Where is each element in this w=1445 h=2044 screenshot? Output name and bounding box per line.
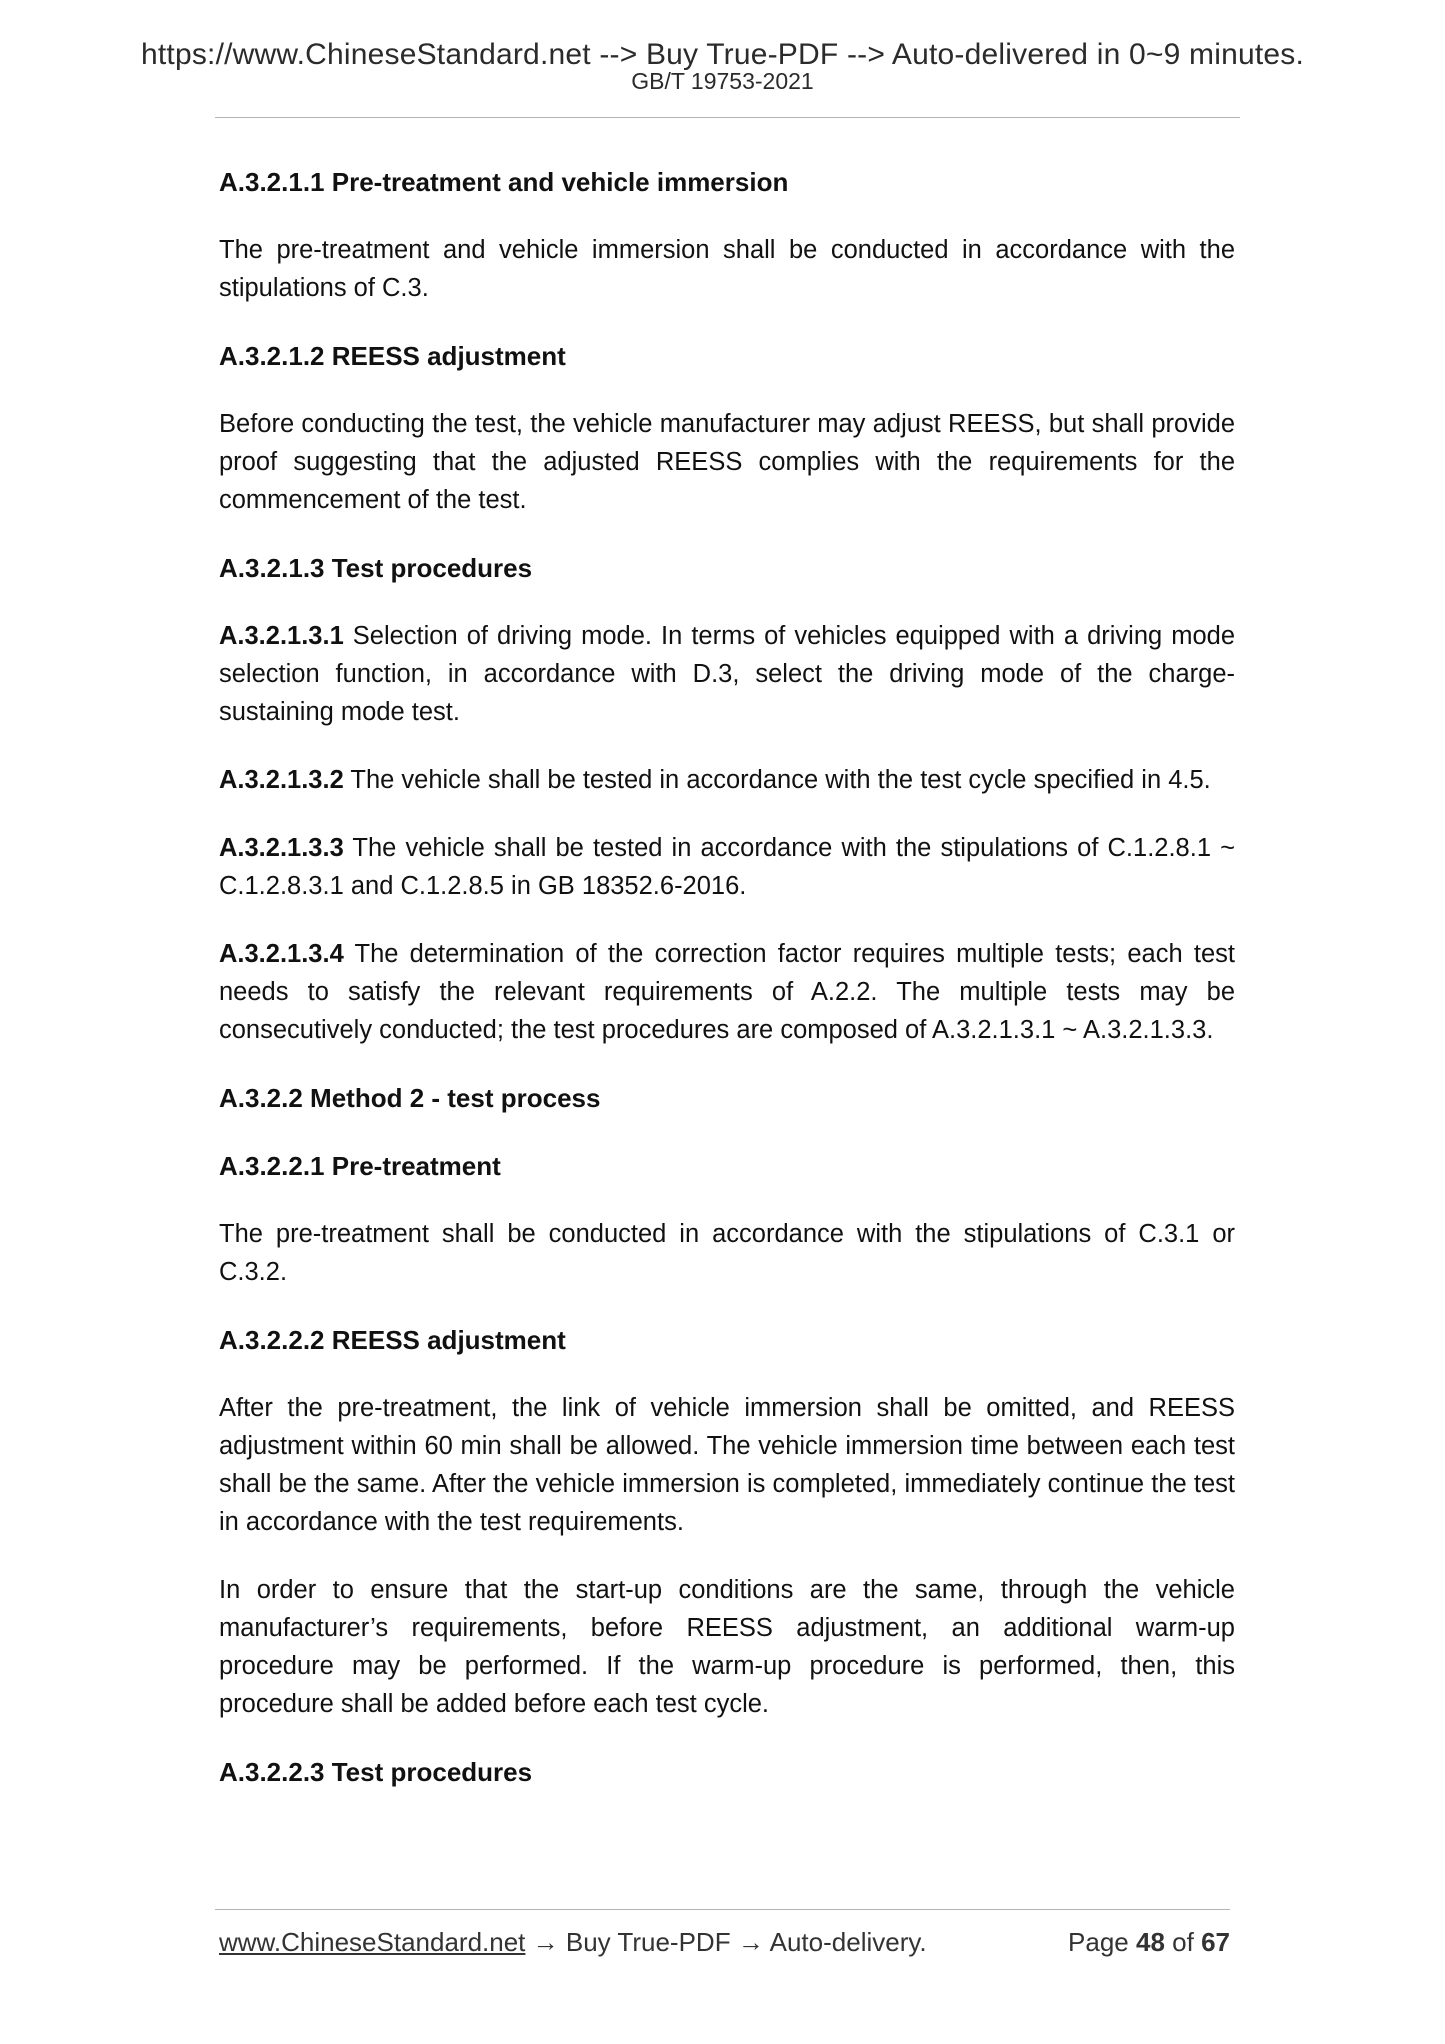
clause-text: Selection of driving mode. In terms of vehicles equipped with a driving mode selection function, in accordance with D.3, select the driving mode of the charge-sustaining mode test. <box>219 622 1235 726</box>
clause-heading-a3222: A.3.2.2 Method 2 - test process <box>219 1083 601 1113</box>
clause-text: The determination of the correction factor requires multiple tests; each test needs to satisfy the relevant requirements of A.2.2. The multiple tests may be consecutively conducted; the test procedures are composed of A.3.2.1.3.1 ~ A.3.2.1.3.3. <box>219 940 1235 1044</box>
arrow-right-icon: → <box>737 1927 764 1957</box>
document-body <box>219 163 1235 1821</box>
page-number: 48 <box>1136 1927 1165 1957</box>
clause-heading-a32222: A.3.2.2.2 REESS adjustment <box>219 1325 566 1355</box>
clause-a321133 <box>219 829 1235 905</box>
clause-heading-a32223: A.3.2.2.3 Test procedures <box>219 1757 533 1787</box>
source-banner: https://www.ChineseStandard.net --> Buy True-PDF --> Auto-delivered in 0~9 minutes. <box>141 38 1304 71</box>
arrow-right-icon: → <box>532 1927 559 1957</box>
clause-text: The vehicle shall be tested in accordance with the test cycle specified in 4.5. <box>343 766 1211 794</box>
footer-divider <box>215 1909 1230 1910</box>
clause-text-a32222-1: After the pre-treatment, the link of vehicle immersion shall be omitted, and REESS adjustment within 60 min shall be allowed. The vehicle immersion time between each test shall be the same. After the vehicle immersion is completed, immediately continue the test in accordance with the test requirements. <box>219 1394 1235 1536</box>
clause-number: A.3.2.1.3.4 <box>219 940 344 968</box>
clause-number: A.3.2.1.3.1 <box>219 622 344 650</box>
clause-text-a32222-2: In order to ensure that the start-up conditions are the same, through the vehicle manufacturer’s requirements, before REESS adjustment, an additional warm-up procedure may be performed. If the warm-up procedure is performed, then, this procedure shall be added before each test cycle. <box>219 1576 1235 1718</box>
clause-number: A.3.2.1.3.2 <box>219 766 344 794</box>
clause-a321132 <box>219 761 1235 799</box>
clause-text: The vehicle shall be tested in accordance with the stipulations of C.1.2.8.1 ~ C.1.2.8.3.1 and C.1.2.8.5 in GB 18352.6-2016. <box>219 834 1235 900</box>
clause-number: A.3.2.1.3.3 <box>219 834 344 862</box>
header-divider <box>215 117 1240 118</box>
clause-text-a32221: The pre-treatment shall be conducted in accordance with the stipulations of C.3.1 or C.3.2. <box>219 1220 1235 1286</box>
delivery-label: Auto-delivery. <box>769 1927 927 1957</box>
standard-code: GB/T 19753-2021 <box>631 68 814 94</box>
page-label: Page <box>1068 1927 1129 1957</box>
clause-heading-a32113: A.3.2.1.3 Test procedures <box>219 553 533 583</box>
footer-links <box>219 1927 927 1958</box>
page-counter <box>1068 1927 1230 1958</box>
buy-label: Buy True-PDF <box>565 1927 731 1957</box>
page-total: 67 <box>1201 1927 1230 1957</box>
clause-text-a32111: The pre-treatment and vehicle immersion shall be conducted in accordance with the stipulations of C.3. <box>219 236 1235 302</box>
site-link[interactable]: www.ChineseStandard.net <box>219 1927 526 1957</box>
clause-a321131 <box>219 617 1235 731</box>
clause-a321134 <box>219 935 1235 1049</box>
of-label: of <box>1172 1927 1194 1957</box>
clause-text-a32112: Before conducting the test, the vehicle manufacturer may adjust REESS, but shall provide proof suggesting that the adjusted REESS complies with the requirements for the commencement of the test. <box>219 410 1235 514</box>
clause-heading-a32221: A.3.2.2.1 Pre-treatment <box>219 1151 501 1181</box>
clause-heading-a32111: A.3.2.1.1 Pre-treatment and vehicle immersion <box>219 167 789 197</box>
clause-heading-a32112: A.3.2.1.2 REESS adjustment <box>219 341 566 371</box>
